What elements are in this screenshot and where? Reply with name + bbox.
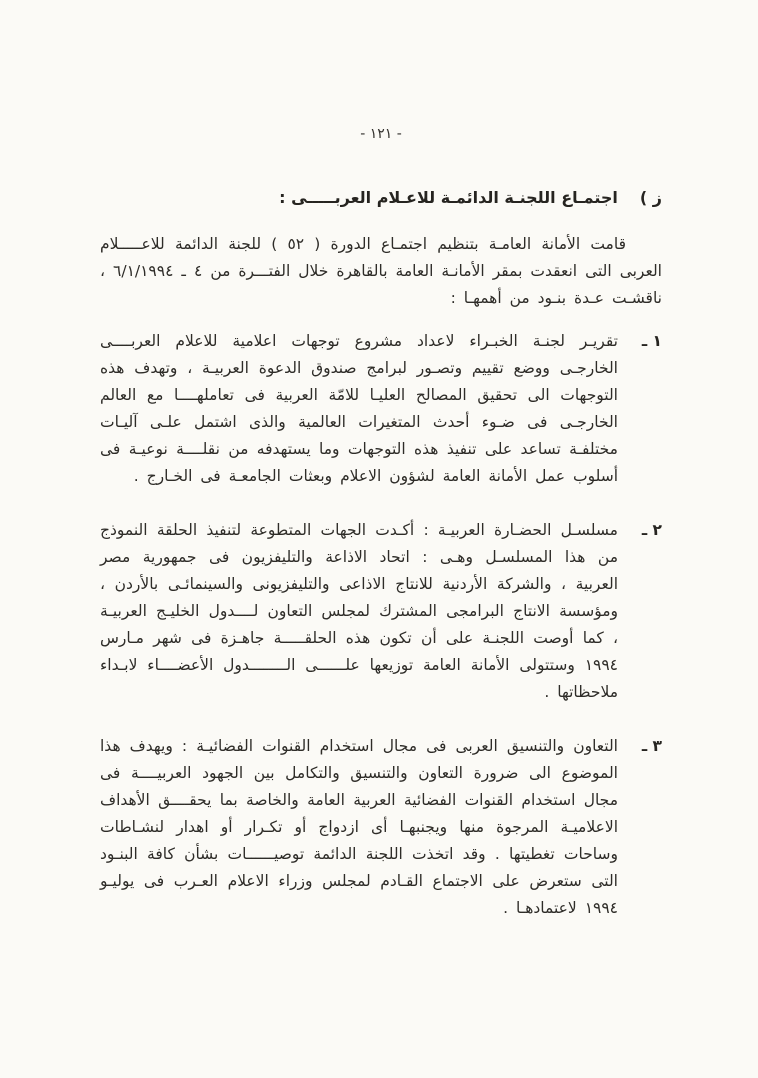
page-number: - ١٢١ - bbox=[360, 126, 402, 142]
item-number: ٢ ـ bbox=[641, 521, 662, 539]
item-text: تقريـر لجنـة الخبـراء لاعداد مشروع توجهات اعلامية للاعلام العربــــى الخارجـى ووضع تقييم وتصـور لبرامج صندوق الدعوة العربيـة ، وتهدف هذه التوجهات الى تحقيق المصالح العليـا للامّة العربية فى تعاملهــــا مع العالم الخارجـى فى ضـوء أحدث المتغيرات العالمية والذى اشتمل علـى آليـات مختلفـة تساعد على تنفيذ هذه التوجهات وما يستهدفه من نقلــــة نوعيـة فى أسلوب عمل الأمانة العامة لشؤون الاعلام وبعثات الجامعـة فى الخـارج . bbox=[100, 332, 618, 485]
item-text: مسلسـل الحضـارة العربيـة : أكـدت الجهات المتطوعة لتنفيذ الحلقة النموذج من هذا المسلسـل وهـى : اتحاد الاذاعة والتليفزيون فى جمهورية مصر العربية ، والشركة الأردنية للانتاج الاذاعى والتليفزيونى والسينمائـى بالأردن ، ومؤسسة الانتاج البرامجى المشترك لمجلس التعاون لــــدول الخليـج العربيـة ، كما أوصت اللجنـة على أن تكون هذه الحلقـــــة جاهـزة فى شهر مـارس ١٩٩٤ وستتولى الأمانة العامة توزيعها علــــــى الــــــــدول الأعضــــاء لابـداء ملاحظاتها . bbox=[100, 521, 618, 701]
list-item bbox=[100, 328, 662, 490]
section-title: اجتمـاع اللجنـة الدائمـة للاعـلام العربـــــى : bbox=[279, 188, 618, 207]
intro-paragraph: قامت الأمانة العامـة بتنظيم اجتمـاع الدورة ( ٥٢ ) للجنة الدائمة للاعـــــلام العربى التى انعقدت بمقر الأمانـة العامة بالقاهرة خلال الفتـــرة من ٤ ـ ٦/١/١٩٩٤ ، ناقشـت عـدة بنـود من أهمهـا : bbox=[100, 235, 662, 307]
list-item bbox=[100, 733, 662, 922]
section-marker: ز ) bbox=[639, 188, 662, 207]
numbered-list bbox=[100, 328, 662, 922]
item-number: ١ ـ bbox=[641, 332, 662, 350]
item-number: ٣ ـ bbox=[641, 737, 662, 755]
section-heading bbox=[100, 188, 662, 207]
list-item bbox=[100, 517, 662, 706]
item-text: التعاون والتنسيق العربى فى مجال استخدام القنوات الفضائيـة : ويهدف هذا الموضوع الى ضرورة التعاون والتنسيق والتكامل بين الجهود العربيــــة فى مجال استخدام القنوات الفضائية العربية العامة والخاصة بما يحقــــق الأهداف الاعلاميـة المرجوة منها ويجنبهـا أى ازدواج أو تكـرار أو اهدار لنشـاطات وساحات تغطيتها . وقد اتخذت اللجنة الدائمة توصيــــــات بشأن كافة البنـود التى ستعرض على الاجتماع القـادم لمجلس وزراء الاعلام العـرب فى يوليـو ١٩٩٤ لاعتمادهـا . bbox=[100, 737, 618, 917]
